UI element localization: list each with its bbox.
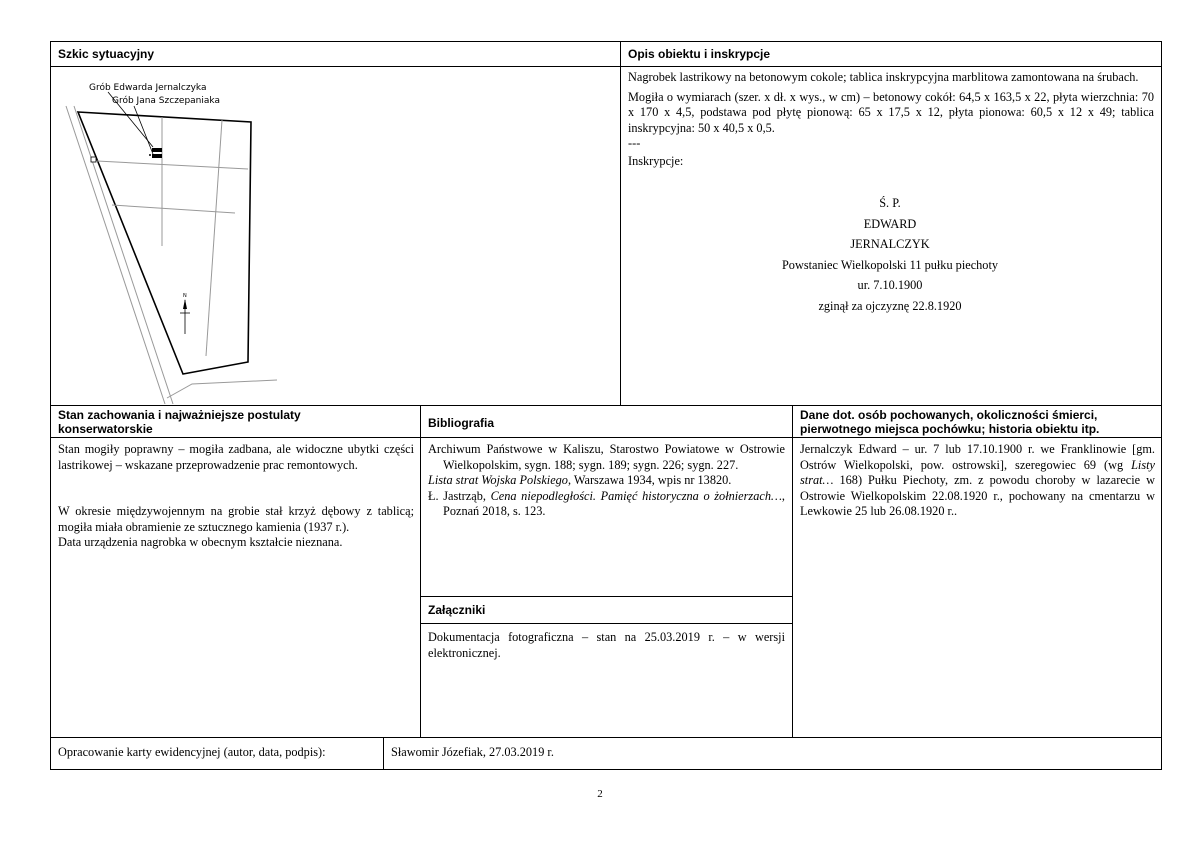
- bibliography-body: [428, 442, 785, 520]
- persons-header: Dane dot. osób pochowanych, okoliczności śmierci, pierwotnego miejsca pochówku; historia obiektu itp.: [800, 408, 1100, 436]
- inscription-block: [620, 193, 1160, 316]
- condition-p2: W okresie międzywojennym na grobie stał krzyż dębowy z tablicą; mogiła miała obramienie ze sztucznego kamienia (1937 r.).: [58, 504, 414, 534]
- inscription-line: JERNALCZYK: [850, 237, 930, 251]
- persons-body: [800, 442, 1155, 520]
- footer-author: Sławomir Józefiak, 27.03.2019 r.: [391, 745, 554, 759]
- inscription-line: ur. 7.10.1900: [857, 278, 923, 292]
- persons-text: Jernalczyk Edward – ur. 7 lub 17.10.1900 r. we Franklinowie [gm. Ostrów Wielkopolski, pow. ostrowski], szeregowiec 69 (wg: [800, 442, 1155, 472]
- inscription-line: zginął za ojczyznę 22.8.1920: [818, 298, 962, 313]
- description-p1: Nagrobek lastrikowy na betonowym cokole; tablica inskrypcyjna marblitowa zamontowana na śrubach.: [628, 70, 1139, 84]
- grave-marker-2: [152, 154, 162, 158]
- description-separator: ---: [628, 136, 641, 150]
- condition-p1: Stan mogiły poprawny – mogiła zadbana, ale widoczne ubytki części lastrikowej – wskazane przeprowadzenie prac remontowych.: [58, 442, 414, 472]
- inscription-line: EDWARD: [863, 216, 917, 231]
- table-border-top: [50, 41, 1162, 42]
- north-arrow-icon: [180, 293, 190, 334]
- grave-marker-1: [152, 148, 162, 152]
- sketch-header: Szkic sytuacyjny: [58, 47, 155, 61]
- row-line-2: [50, 405, 1162, 406]
- col-line-mid-2: [792, 405, 793, 738]
- description-p2: Mogiła o wymiarach (szer. x dł. x wys., w cm) – betonowy cokół: 64,5 x 163,5 x 22, płyta wierzchnia: 70 x 170 x 4,5, podstawa pod płytę pionową: 65 x 17,5 x 12, płyta pionowa: 60,5 x 12 x 49; tablica inskrypcyjna: 50 x 40,5 x 0,5.: [628, 89, 1154, 135]
- bibliography-author: Ł. Jastrząb,: [428, 488, 491, 503]
- condition-header: Stan zachowania i najważniejsze postulaty konserwatorskie: [58, 408, 301, 436]
- bibliography-entry: [428, 473, 785, 489]
- persons-text: 168) Pułku Piechoty, zm. z powodu choroby w lazarecie w Ostrowie Wielkopolskim 22.08.1920 r., pochowany na cmentarzu w Lewkowie 25 lub 26.08.1920 r..: [800, 473, 1155, 518]
- row-line-4: [421, 596, 793, 597]
- row-line-1: [50, 66, 1162, 67]
- bibliography-details: , Warszawa 1934, wpis nr 13820.: [567, 473, 732, 487]
- row-line-6: [50, 737, 1162, 738]
- col-line-footer: [383, 737, 384, 770]
- condition-body: [58, 442, 414, 551]
- bibliography-title: Lista strat Wojska Polskiego: [428, 473, 568, 487]
- bibliography-details: , Poznań 2018, s. 123.: [443, 488, 785, 518]
- footer-label: Opracowanie karty ewidencyjnej (autor, data, podpis):: [58, 745, 326, 759]
- description-body: [628, 70, 1154, 169]
- row-line-3: [50, 437, 1162, 438]
- bibliography-title: Cena niepodległości. Pamięć historyczna o żołnierzach…: [490, 488, 782, 503]
- row-line-5: [421, 623, 793, 624]
- bibliography-entry: [428, 489, 785, 520]
- inscription-line: Powstaniec Wielkopolski 11 pułku piechoty: [781, 257, 999, 272]
- description-header: Opis obiektu i inskrypcje: [628, 47, 771, 61]
- situational-sketch: [52, 68, 618, 404]
- persons-italic: Listy strat…: [800, 457, 1155, 487]
- inscription-line: Ś. P.: [879, 196, 901, 210]
- attachments-header: Załączniki: [428, 603, 486, 617]
- cemetery-outline: [78, 112, 251, 374]
- bibliography-entry: Archiwum Państwowe w Kaliszu, Starostwo Powiatowe w Ostrowie Wielkopolskim, sygn. 188; sygn. 189; sygn. 226; sygn. 227.: [428, 442, 785, 472]
- condition-p3: Data urządzenia nagrobka w obecnym kształcie nieznana.: [58, 535, 343, 549]
- bibliography-header: Bibliografia: [428, 416, 495, 430]
- north-label: N: [183, 293, 187, 299]
- col-line-mid-1: [420, 405, 421, 738]
- attachments-body: Dokumentacja fotograficzna – stan na 25.03.2019 r. – w wersji elektronicznej.: [428, 630, 785, 660]
- page-number: 2: [597, 788, 603, 800]
- sketch-label-szczepaniak: Grób Jana Szczepaniaka: [112, 96, 220, 106]
- table-border-bottom: [50, 769, 1162, 770]
- inscriptions-label: Inskrypcje:: [628, 153, 684, 168]
- sketch-label-jernalczyk: Grób Edwarda Jernalczyka: [89, 83, 207, 93]
